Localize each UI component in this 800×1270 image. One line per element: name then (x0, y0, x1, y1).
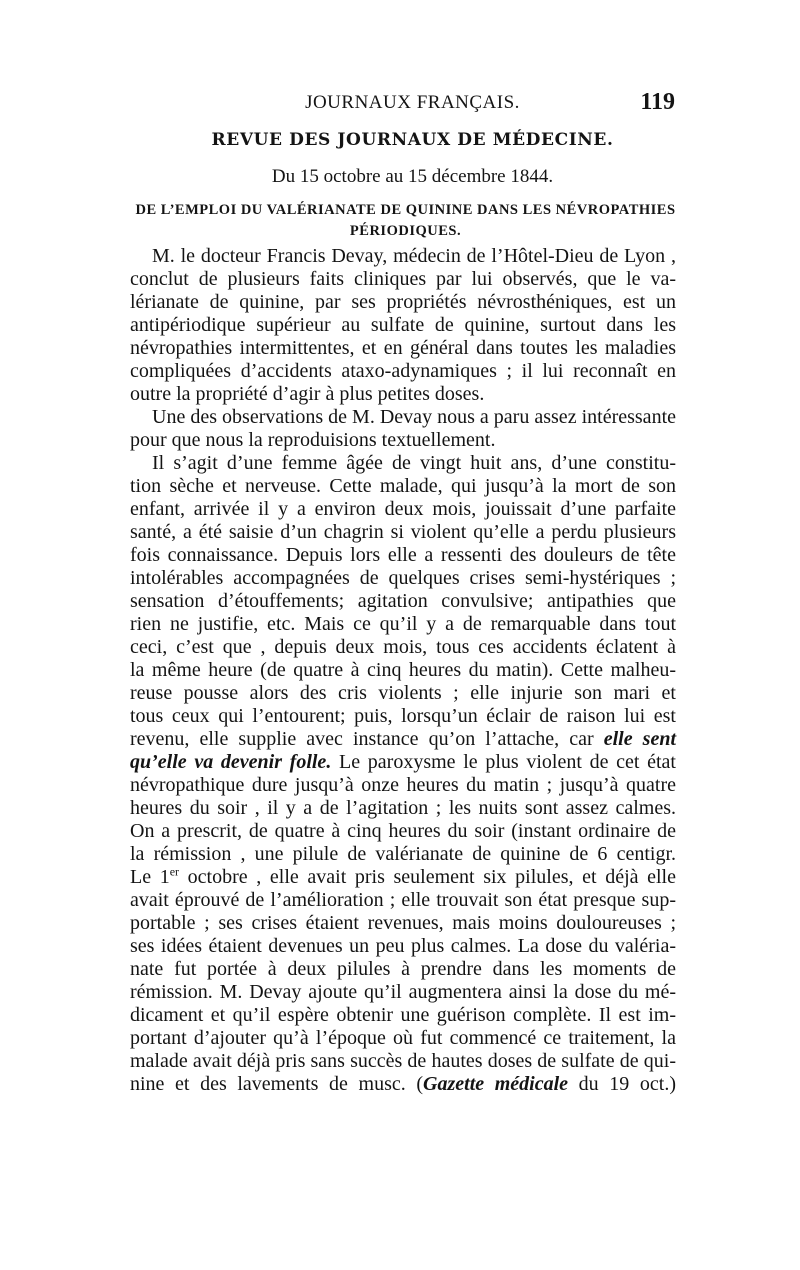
source-citation: Gazette médicale (423, 1073, 569, 1095)
text-segment: revenu, elle supplie avec instance qu’on l’attache, car (130, 728, 594, 750)
text-line: ses idées étaient devenues un peu plus calmes. La dose du valéria- (130, 935, 676, 957)
section-title: REVUE DES JOURNAUX DE MÉDECINE. (211, 130, 614, 150)
emphasis-text: qu’elle va devenir folle. (130, 751, 332, 773)
text-segment: Le 1 (130, 866, 170, 888)
article-title-line-2: PÉRIODIQUES. (349, 223, 462, 239)
running-title: JOURNAUX FRANÇAIS. (305, 92, 520, 113)
text-line (130, 728, 676, 751)
superscript: er (169, 864, 180, 879)
text-segment: du 19 oct.) (568, 1073, 676, 1095)
article-body (130, 245, 676, 1096)
text-line: névropathies intermittentes, et en général dans toutes les maladies (130, 337, 676, 359)
emphasis-text: elle sent (603, 728, 676, 750)
text-line: tion sèche et nerveuse. Cette malade, qui jusqu’à la mort de son (130, 475, 676, 497)
text-line: enfant, arrivée il y a environ deux mois, jouissait d’une parfaite (130, 498, 676, 520)
text-line: M. le docteur Francis Devay, médecin de l’Hôtel-Dieu de Lyon , (152, 245, 676, 267)
text-line: Une des observations de M. Devay nous a paru assez intéressante (152, 406, 676, 428)
text-line: sensation d’étouffements; agitation convulsive; antipathies que (130, 590, 676, 612)
text-line: intolérables accompagnées de quelques crises semi-hystériques ; (130, 567, 676, 589)
text-line: ceci, c’est que , depuis deux mois, tous ces accidents éclatent à (130, 636, 676, 658)
text-line: fois connaissance. Depuis lors elle a ressenti des douleurs de tête (130, 544, 676, 566)
text-line: antipériodique supérieur au sulfate de quinine, surtout dans les (130, 314, 676, 336)
date-range: Du 15 octobre au 15 décembre 1844. (271, 166, 554, 187)
text-line: tous ceux qui l’entourent; puis, lorsqu’un éclair de raison lui est (130, 705, 676, 727)
text-line: malade avait déjà pris sans succès de hautes doses de sulfate de qui- (130, 1050, 676, 1072)
text-line: portable ; ses crises étaient revenues, mais moins douloureuses ; (130, 912, 676, 934)
text-line (130, 1073, 676, 1096)
text-line: portant d’ajouter qu’à l’époque où fut commencé ce traitement, la (130, 1027, 676, 1049)
text-line: dicament et qu’il espère obtenir une guérison complète. Il est im- (130, 1004, 676, 1026)
text-line: la même heure (de quatre à cinq heures du matin). Cette malheu- (130, 659, 676, 681)
text-segment: octobre , elle avait pris seulement six pilules, et déjà elle (179, 866, 676, 888)
text-line: compliquées d’accidents ataxo-adynamiques ; il lui reconnaît en (130, 360, 676, 382)
text-line: pour que nous la reproduisions textuellement. (130, 429, 496, 451)
text-line: nate fut portée à deux pilules à prendre dans les moments de (130, 958, 676, 980)
text-line (130, 866, 676, 889)
text-line: santé, a été saisie d’un chagrin si violent qu’elle a perdu plusieurs (130, 521, 676, 543)
text-line: heures du soir , il y a de l’agitation ; les nuits sont assez calmes. (130, 797, 676, 819)
article-title (133, 200, 678, 242)
text-segment: nine et des lavements de musc. ( (130, 1073, 424, 1095)
text-line: lérianate de quinine, par ses propriétés névrosthéniques, est un (130, 291, 676, 313)
text-segment: Le paroxysme le plus violent de cet état (331, 751, 676, 773)
running-head (140, 89, 685, 118)
text-line: la rémission , une pilule de valérianate de quinine de 6 centigr. (130, 843, 676, 865)
text-line: rémission. M. Devay ajoute qu’il augmentera ainsi la dose du mé- (130, 981, 676, 1003)
text-line: outre la propriété d’agir à plus petites doses. (130, 383, 485, 405)
text-line: conclut de plusieurs faits cliniques par lui observés, que le va- (130, 268, 676, 290)
text-line (130, 751, 676, 774)
text-line: rien ne justifie, etc. Mais ce qu’il y a de remarquable dans tout (130, 613, 676, 635)
text-line: On a prescrit, de quatre à cinq heures du soir (instant ordinaire de (130, 820, 676, 842)
article-title-line-1: DE L’EMPLOI DU VALÉRIANATE DE QUININE DANS LES NÉVROPATHIES (135, 202, 676, 218)
page-number: 119 (640, 89, 675, 115)
text-line: reuse pousse alors des cris violents ; elle injurie son mari et (130, 682, 676, 704)
text-line: Il s’agit d’une femme âgée de vingt huit ans, d’une constitu- (152, 452, 676, 474)
text-line: névropathique dure jusqu’à onze heures du matin ; jusqu’à quatre (130, 774, 676, 796)
text-line: avait éprouvé de l’amélioration ; elle trouvait son état presque sup- (130, 889, 676, 911)
